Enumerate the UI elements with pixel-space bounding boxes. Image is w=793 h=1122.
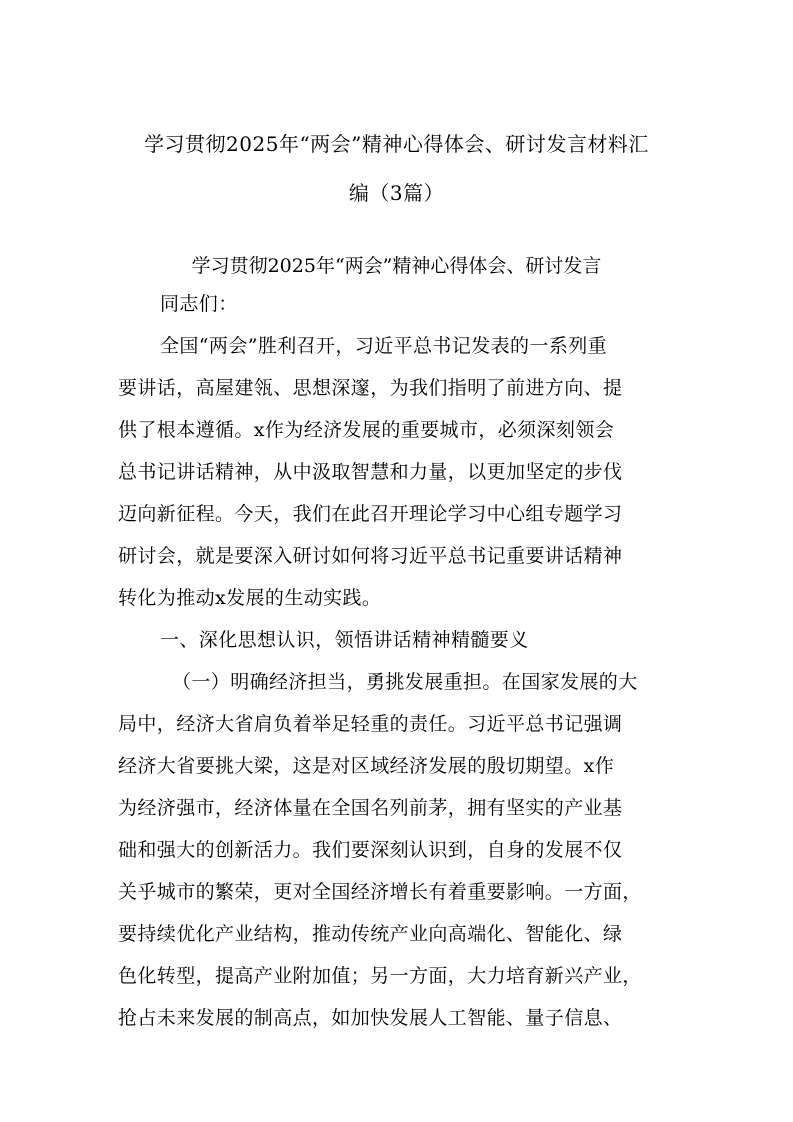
paragraph-2-line: 为经济强市，经济体量在全国名列前茅，拥有坚实的产业基: [118, 797, 623, 819]
salutation: 同志们：: [160, 293, 238, 315]
paragraph-1-line: 总书记讲话精神，从中汲取智慧和力量，以更加坚定的步伐: [118, 461, 623, 483]
paragraph-2-line: （一）明确经济担当，勇挑发展重担。在国家发展的大: [172, 671, 638, 693]
paragraph-1-line: 要讲话，高屋建瓴、思想深邃，为我们指明了前进方向、提: [118, 377, 623, 399]
paragraph-1-line: 研讨会，就是要深入研讨如何将习近平总书记重要讲话精神: [118, 545, 623, 567]
paragraph-1-line: 转化为推动x发展的生动实践。: [118, 587, 382, 609]
paragraph-1-line: 供了根本遵循。x作为经济发展的重要城市，必须深刻领会: [118, 419, 615, 441]
paragraph-1-line: 全国“两会”胜利召开，习近平总书记发表的一系列重: [160, 335, 608, 357]
paragraph-2-line: 要持续优化产业结构，推动传统产业向高端化、智能化、绿: [118, 923, 623, 945]
paragraph-1-line: 迈向新征程。今天，我们在此召开理论学习中心组专题学习: [118, 503, 623, 525]
document-title-line-2: 编（3篇）: [348, 181, 445, 205]
heading-1: 一、深化思想认识，领悟讲话精神精髓要义: [160, 629, 529, 651]
paragraph-2-line: 经济大省要挑大梁，这是对区域经济发展的殷切期望。x作: [118, 755, 615, 777]
paragraph-2-line: 础和强大的创新活力。我们要深刻认识到，自身的发展不仅: [118, 839, 623, 861]
section-title: 学习贯彻2025年“两会”精神心得体会、研讨发言: [191, 255, 602, 277]
paragraph-2-line: 关乎城市的繁荣，更对全国经济增长有着重要影响。一方面，: [118, 881, 642, 903]
paragraph-2-line: 色化转型，提高产业附加值；另一方面，大力培育新兴产业，: [118, 965, 642, 987]
paragraph-2-line: 抢占未来发展的制高点，如加快发展人工智能、量子信息、: [118, 1007, 623, 1029]
document-title-line-1: 学习贯彻2025年“两会”精神心得体会、研讨发言材料汇: [144, 132, 649, 156]
paragraph-2-line: 局中，经济大省肩负着举足轻重的责任。习近平总书记强调: [118, 713, 623, 735]
